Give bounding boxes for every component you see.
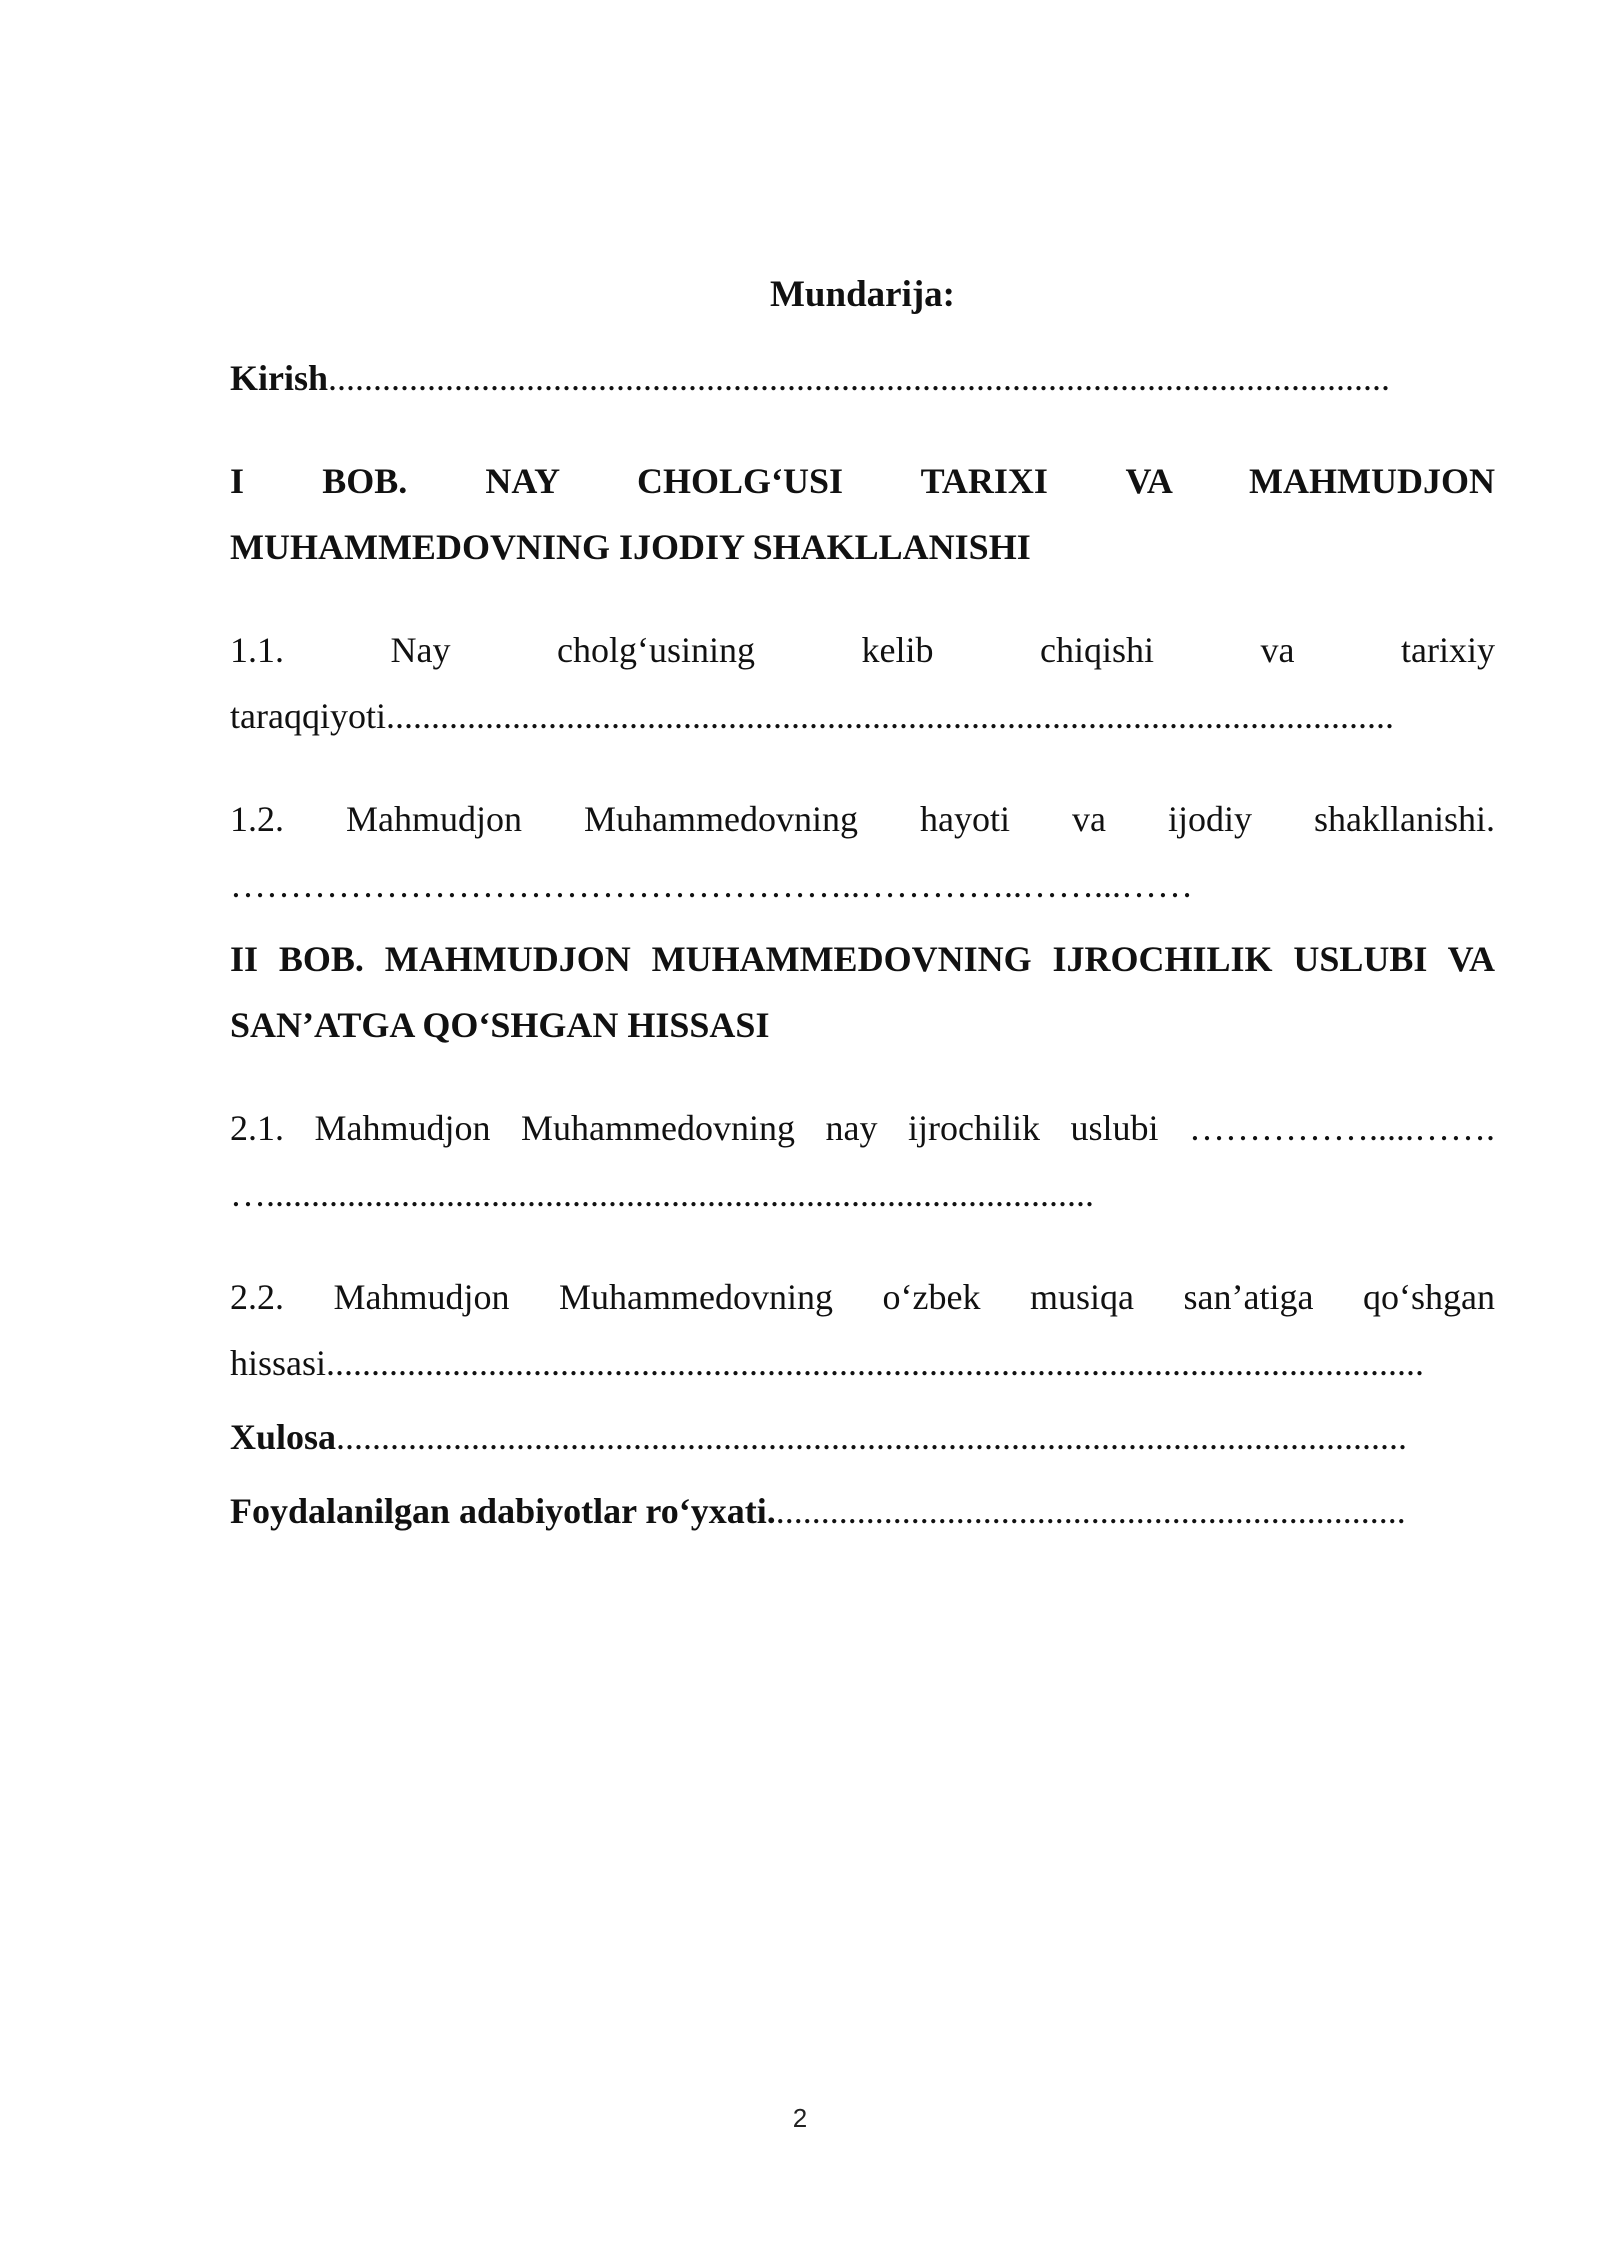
toc-chapter-2-line-1: II BOB. MAHMUDJON MUHAMMEDOVNING IJROCHILIK USLUBI VA <box>230 939 1495 979</box>
page-title: Mundarija: <box>770 274 955 315</box>
toc-adabiyotlar-line <box>230 1478 1495 1544</box>
page-number: 2 <box>792 2103 808 2133</box>
toc-entry-chapter-2 <box>230 926 1495 1058</box>
toc-entry-section-2-1 <box>230 1095 1495 1227</box>
toc-section-2-1-line-1: 2.1. Mahmudjon Muhammedovning nay ijrochilik uslubi …………….....……. <box>230 1108 1495 1148</box>
toc-entry-section-2-2 <box>230 1264 1495 1396</box>
table-of-contents <box>230 270 1495 1544</box>
toc-adabiyotlar-label: Foydalanilgan adabiyotlar ro‘yxati. <box>230 1491 776 1531</box>
toc-chapter-1-line-1: I BOB. NAY CHOLG‘USI TARIXI VA MAHMUDJON <box>230 461 1495 501</box>
toc-adabiyotlar-leader: ...................................................................... <box>775 1491 1406 1531</box>
toc-section-2-2-line-2: hissasi.......................................................................................................................... <box>230 1343 1425 1383</box>
toc-chapter-2-line-2: SAN’ATGA QO‘SHGAN HISSASI <box>230 1005 770 1045</box>
toc-kirish-label: Kirish <box>230 358 329 398</box>
toc-entry-section-1-1 <box>230 617 1495 749</box>
toc-section-1-1-line-2: taraqqiyoti................................................................................................................ <box>230 696 1394 736</box>
toc-section-2-2-line-1: 2.2. Mahmudjon Muhammedovning o‘zbek musiqa san’atiga qo‘shgan <box>230 1277 1495 1317</box>
toc-kirish-leader: ...................................................................................................................... <box>328 358 1391 398</box>
toc-entry-section-1-2 <box>230 786 1495 918</box>
toc-entry-chapter-1 <box>230 448 1495 580</box>
toc-xulosa-line <box>230 1404 1495 1470</box>
toc-kirish-line <box>230 345 1495 411</box>
toc-xulosa-label: Xulosa <box>230 1417 337 1457</box>
toc-xulosa-leader: ....................................................................................................................... <box>336 1417 1408 1457</box>
toc-entry-adabiyotlar <box>230 1478 1495 1544</box>
toc-section-1-2-line-1: 1.2. Mahmudjon Muhammedovning hayoti va ijodiy shakllanishi. <box>230 799 1495 839</box>
toc-entry-xulosa <box>230 1404 1495 1470</box>
toc-section-1-1-line-1: 1.1. Nay cholg‘usining kelib chiqishi va tarixiy <box>230 630 1495 670</box>
toc-chapter-1-line-2: MUHAMMEDOVNING IJODIY SHAKLLANISHI <box>230 527 1031 567</box>
toc-entry-kirish <box>230 345 1495 411</box>
toc-section-1-2-line-2: ……………………………………………..…………..……...…… <box>230 865 1193 905</box>
toc-section-2-1-line-2: …............................................................................................ <box>230 1174 1094 1214</box>
